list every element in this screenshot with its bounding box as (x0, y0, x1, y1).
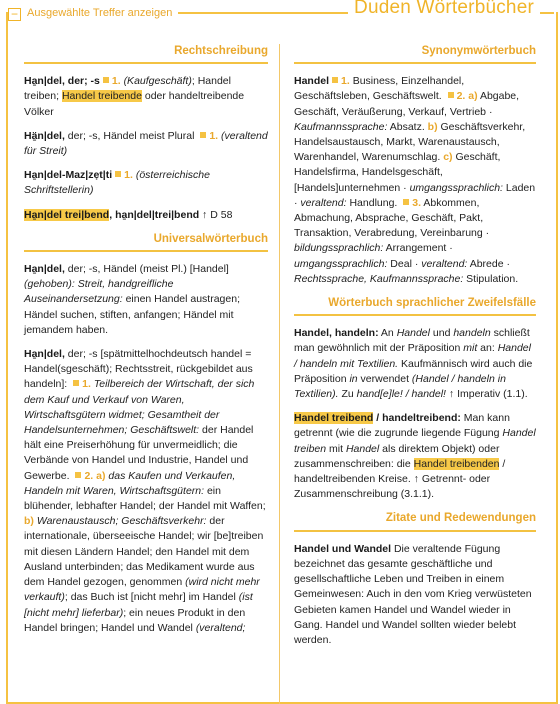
section-title-universal: Universalwörterbuch (24, 232, 268, 252)
entry-zweifel-handel: Handel, handeln: An Handel und handeln schließt man gewöhnlich mit der Präposition mit an: Handel / handeln mit Textilien. Kaufmännisch wird auch die Präposition in verwendet (Handel / handeln in Textilien). Zu hand[e]le! / handel! ↑ Imperativ (1.1). (294, 327, 533, 401)
left-column (24, 44, 268, 645)
section-title-rechtschreibung: Rechtschreibung (24, 44, 268, 64)
entry-zweifel-handeltreibend: Handel treibend / handeltreibend: Man kann getrennt (wie die zugrunde liegende Fügung Handel treiben mit Handel als direktem Objekt) oder zusammenschreiben: die Handel treibenden / handeltreibenden Kreise. ↑ Getrennt- oder Zusammenschreibung (3.1.1). (294, 412, 536, 501)
entry-handel-mazzetti: Ha̱n|del-Maz|zẹt|ti 1. (österreichische Schriftstellerin) (24, 169, 210, 197)
toggle-label[interactable]: Ausgewählte Treffer anzeigen (27, 7, 173, 20)
entry-handeltreibend: Ha̱n|del trei|bend, ha̱n|del|trei|bend ↑ D 58 (24, 208, 233, 221)
right-column (294, 44, 536, 657)
collapse-icon[interactable]: − (8, 8, 21, 21)
section-title-synonym: Synonymwörterbuch (294, 44, 536, 64)
entry-universal-handel-1: Ha̱n|del, der; -s, Händel (meist Pl.) [Handel] (gehoben): Streit, handgreifliche Auseinandersetzung: einen Handel austragen; Händel suchen, stiften, anfangen; Händel mit jemandem haben. (24, 263, 240, 336)
section-title-zitate: Zitate und Redewendungen (294, 511, 536, 531)
entry-haendel: Hä̱n|del, der; -s, Händel meist Plural 1. (veraltend für Streit) (24, 129, 268, 158)
entry-synonym-handel: Handel 1. Business, Einzelhandel, Geschäftsleben, Geschäftswelt. 2. a) Abgabe, Geschäft, Veräußerung, Verkauf, Vertrieb · Kaufmannssprache: Absatz. b) Geschäftsverkehr, Handelsaustausch, Markt, Warenaustausch, Warenhandel, Warenumschlag. c) Geschäft, Handelsfirma, Handelsgeschäft, [Handels]unternehmen · umgangssprachlich: Laden · veraltend: Handlung. 3. Abkommen, Abmachung, Absprache, Geschäft, Pakt, Transaktion, Verabredung, Vereinbarung · bildungssprachlich: Arrangement · umgangssprachlich: Deal · veraltend: Abrede · Rechtssprache, Kaufmannssprache: Stipulation. (294, 75, 536, 285)
entry-handel: Ha̱n|del, der; -s 1. (Kaufgeschäft); Handel treiben; Handel treibende oder handeltreibende Völker (24, 75, 245, 118)
entry-handel-und-wandel: Handel und Wandel Die veraltende Fügung bezeichnet das gesamte geschäftliche und gesellschaftliche Leben und Treiben in einem Gemeinwesen: Auch in den vom Krieg verwüsteten Gebieten kamen Handel und Wandel wieder in Gang. Handel und Wandel sollten wieder belebt werden. (294, 542, 532, 646)
section-title-zweifelsfaelle: Wörterbuch sprachlicher Zweifelsfälle (294, 296, 536, 316)
toggle-bar[interactable] (8, 4, 178, 24)
entry-universal-handel-2: Ha̱n|del, der; -s [spätmittelhochdeutsch handel = Handel(sgeschäft); Rechtsstreit, rückgebildet aus handeln]: 1. Teilbereich der Wirtschaft, der sich dem Kauf und Verkauf von Waren, Wirtschaftsgütern widmet; Gesamtheit der Handelsunternehmen; Geschäftswelt: der Handel hält eine Preiserhöhung für unvermeidlich; die Verbände von Handel und Industrie, Handel und Gewerbe. 2. a) das Kaufen und Verkaufen, Handeln mit Waren, Wirtschaftsgütern: ein blühender, lebhafter Handel; der Handel mit Waffen; b) Warenaustausch; Geschäftsverkehr: der internationale, überseeische Handel; wir [be]treiben mit diesen Ländern Handel; den Handel mit dem Ausland unterbinden; das Medikament wurde aus dem Handel gezogen, genommen (wird nicht mehr verkauft); das Buch ist [nicht mehr] im Handel (ist [nicht mehr] lieferbar); ein neues Produkt in den Handel bringen; Handel und Wandel (veraltend; (24, 348, 266, 634)
column-divider (279, 44, 280, 704)
brand-title: Duden Wörterbücher (348, 0, 540, 15)
